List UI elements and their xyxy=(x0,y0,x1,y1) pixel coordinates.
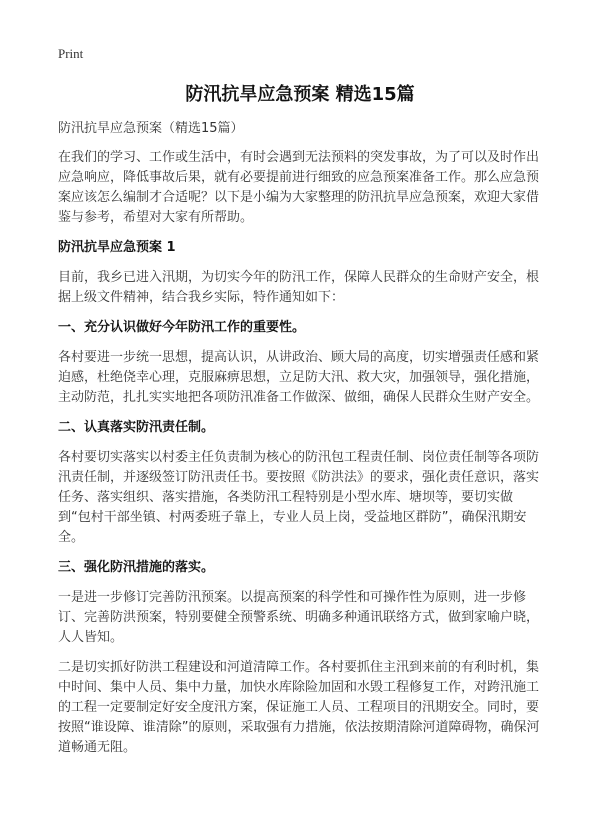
article-heading: 防汛抗旱应急预案 1 xyxy=(58,240,176,255)
section-3-paragraph-1: 一是进一步修订完善防汛预案。以提高预案的科学性和可操作性为原则，进一步修订、完善防洪预案，特别要健全预警系统、明确多种通讯联络方式，做到家喻户晓，人人皆知。 xyxy=(58,590,540,645)
section-heading-2: 二、认真落实防汛责任制。 xyxy=(58,420,215,435)
document-body xyxy=(58,119,542,768)
article-intro-paragraph: 目前，我乡已进入汛期，为切实今年的防汛工作，保障人民群众的生命财产安全，根据上级文件精神，结合我乡实际，特作通知如下： xyxy=(58,270,540,305)
section-3-paragraph-2: 二是切实抓好防洪工程建设和河道清障工作。各村要抓住主汛到来前的有利时机，集中时间、集中人员、集中力量，加快水库除险加固和水毁工程修复工作，对跨汛施工的工程一定要制定好安全度汛方案，保证施工人员、工程项目的汛期安全。同时，要按照“谁设障、谁清除”的原则，采取强有力措施，依法按期清除河道障碍物，确保河道畅通无阻。 xyxy=(58,660,540,755)
section-1-paragraph-1: 各村要进一步统一思想，提高认识，从讲政治、顾大局的高度，切实增强责任感和紧迫感，杜绝侥幸心理，克服麻痹思想，立足防大汛、救大灾，加强领导，强化措施，主动防范，扎扎实实地把各项防汛准备工作做深、做细，确保人民群众生财产安全。 xyxy=(58,350,540,405)
document-subtitle: 防汛抗旱应急预案（精选15篇） xyxy=(58,121,244,136)
section-2-paragraph-1: 各村要切实落实以村委主任负责制为核心的防汛包工程责任制、岗位责任制等各项防汛责任制，并逐级签订防汛责任书。要按照《防洪法》的要求，强化责任意识，落实任务、落实组织、落实措施，各类防汛工程特别是小型水库、塘坝等，要切实做到“包村干部坐镇、村两委班子靠上，专业人员上岗，受益地区群防”，确保汛期安全。 xyxy=(58,450,540,545)
page-title: 防汛抗旱应急预案 精选15篇 xyxy=(185,84,415,105)
section-heading-1: 一、充分认识做好今年防汛工作的重要性。 xyxy=(58,320,306,335)
intro-paragraph: 在我们的学习、工作或生活中，有时会遇到无法预料的突发事故，为了可以及时作出应急响应，降低事故后果，就有必要提前进行细致的应急预案准备工作。那么应急预案应该怎么编制才合适呢？以下是小编为大家整理的防汛抗旱应急预案，欢迎大家借鉴与参考，希望对大家有所帮助。 xyxy=(58,150,540,225)
print-link[interactable]: Print xyxy=(58,46,84,61)
section-heading-3: 三、强化防汛措施的落实。 xyxy=(58,560,215,575)
